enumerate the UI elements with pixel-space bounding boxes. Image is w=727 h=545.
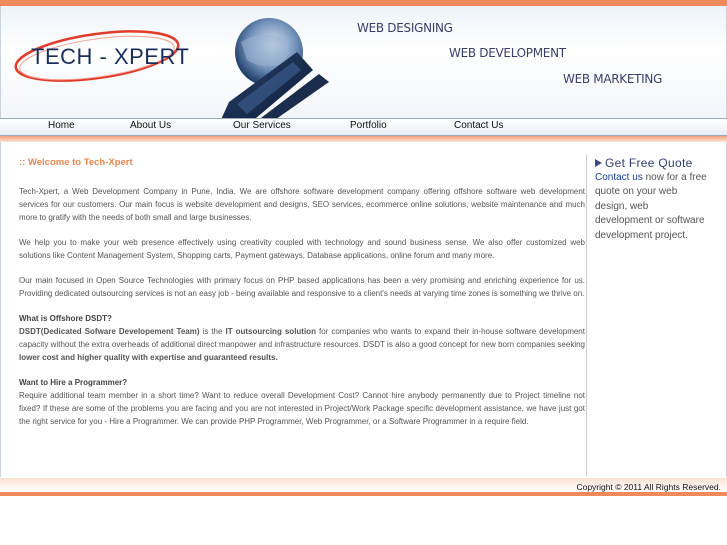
quote-description: now for a free quote on your web design, web development or software development project.	[595, 171, 707, 241]
nav-portfolio[interactable]: Portfolio	[350, 120, 387, 131]
globe-keyboard-image	[189, 12, 339, 124]
tagline-web-development: WEB DEVELOPMENT	[449, 46, 566, 60]
site-header	[0, 6, 727, 118]
dsdt-text-1: is the	[199, 327, 226, 336]
dsdt-section	[19, 312, 585, 364]
web-presence-paragraph: We help you to make your web presence effectively using creativity coupled with technology and sound business sense. We also offer customized web solutions like Content Management System, Shopping carts, Payment gateways, Database applications, online forum and many more.	[19, 238, 585, 260]
copyright-text: Copyright © 2011 All Rights Reserved.	[576, 482, 721, 492]
welcome-heading: :: Welcome to Tech-Xpert	[19, 157, 133, 168]
contact-us-link[interactable]: Contact us	[595, 171, 643, 183]
quote-title-text: Get Free Quote	[605, 156, 693, 170]
arrow-right-icon	[595, 159, 602, 167]
intro-paragraph: Tech-Xpert, a Web Development Company in Pune, India. We are offshore software development company offering offshore software web development services for our customers. Our main focus is website development and designs, SEO services, ecommerce online solutions, website maintenance and much more to gratify with the needs of both small and large businesses.	[19, 187, 585, 222]
dsdt-term: DSDT(Dedicated Sofware Developement Team)	[19, 327, 200, 336]
quote-title	[595, 156, 707, 171]
hire-text: Require additional team member in a short time? Want to reduce overall Development Cost? Cannot hire anybody permanently due to Project timeline not fixed? If these are some of the problems you are facing and you are not interested in Project/Work Package specific development assistance, we have just got the right service for you - Hire a Programmer. We can provide PHP Programmer, Web Programmer, or a Software Programmer in a require field.	[19, 391, 585, 426]
hire-section	[19, 376, 585, 428]
dsdt-it-outsourcing: IT outsourcing solution	[225, 327, 316, 336]
site-logo[interactable]: TECH - XPERT	[31, 44, 190, 69]
column-divider	[586, 154, 587, 476]
nav-about-us[interactable]: About Us	[130, 120, 172, 131]
dsdt-benefits: lower cost and higher quality with expertise and guaranteed results.	[19, 353, 278, 362]
tagline-web-marketing: WEB MARKETING	[563, 72, 663, 86]
main-content	[19, 156, 585, 440]
main-navigation	[0, 118, 727, 136]
tagline-web-designing: WEB DESIGNING	[357, 21, 453, 35]
nav-home[interactable]: Home	[48, 120, 75, 131]
hire-heading: Want to Hire a Programmer?	[19, 378, 128, 387]
dsdt-heading: What is Offshore DSDT?	[19, 314, 112, 323]
quote-text	[595, 171, 707, 244]
content-area	[0, 142, 727, 477]
nav-contact-us[interactable]: Contact Us	[454, 120, 504, 131]
nav-our-services[interactable]: Our Services	[233, 120, 291, 131]
quote-sidebar	[595, 156, 707, 243]
bottom-accent-bar	[0, 492, 727, 496]
open-source-paragraph: Our main focused in Open Source Technologies with primary focus on PHP based applications has been a very promising and enriching experience for us. Providing dedicated outsourcing services is not an easy job - being available and responsive to a client's needs at varying time zones is something we thrive on.	[19, 276, 585, 298]
dsdt-text-2: for companies who wants to expand their in-house software development capacity without the extra overheads of additional direct manpower and infrastructure resources. DSDT is also a good concept for new born companies seeking	[19, 327, 585, 349]
